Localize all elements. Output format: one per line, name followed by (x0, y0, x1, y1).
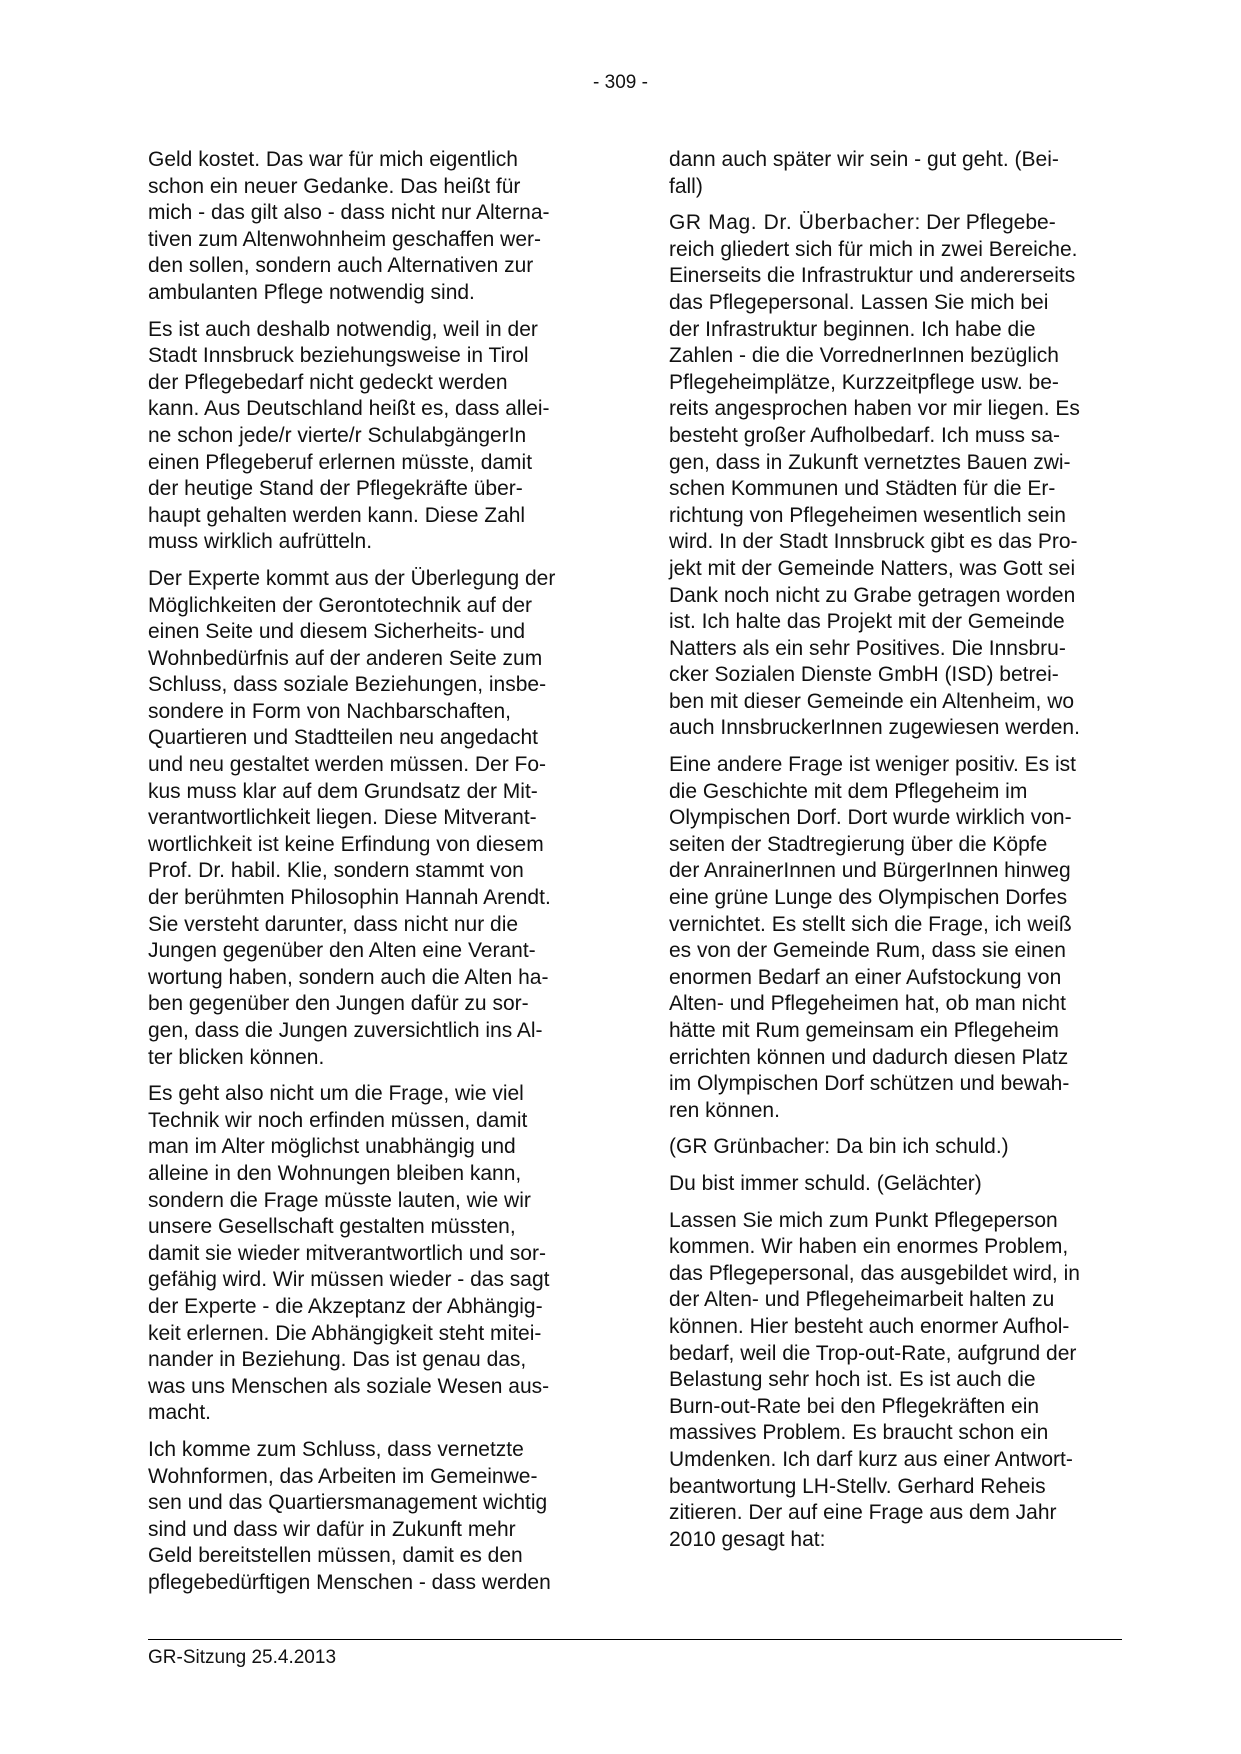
interjection: (GR Grünbacher: Da bin ich schuld.) (669, 1135, 1009, 1159)
paragraph: Eine andere Frage ist weniger positiv. Es ist die Geschichte mit dem Pflegeheim im Olympischen Dorf. Dort wurde wirklich von- seiten der Stadtregierung über die Köpfe der AnrainerInnen und BürgerInnen hinweg eine grüne Lunge des Olympischen Dorfes vernichtet. Es stellt sich die Frage, ich weiß es von der Gemeinde Rum, dass sie einen enormen Bedarf an einer Aufstockung von Alten- und Pflegeheimen hat, ob man nicht hätte mit Rum gemeinsam ein Pflegeheim errichten können und dadurch diesen Platz im Olympischen Dorf schützen und bewah- ren können. (669, 753, 1076, 1122)
right-column (669, 147, 1117, 1563)
paragraph: Ich komme zum Schluss, dass vernetzte Wohnformen, das Arbeiten im Gemeinwe- sen und das Quartiersmanagement wichtig sind und dass wir dafür in Zukunft mehr Geld bereitstellen müssen, damit es den pflegebedürftigen Menschen - dass werden (148, 1437, 551, 1594)
footer-divider (148, 1639, 1122, 1640)
left-column (148, 147, 596, 1606)
paragraph: Du bist immer schuld. (Gelächter) (669, 1171, 982, 1195)
speech-paragraph (669, 210, 1117, 742)
paragraph: dann auch später wir sein - gut geht. (Bei- fall) (669, 148, 1059, 198)
paragraph: Es ist auch deshalb notwendig, weil in der Stadt Innsbruck beziehungsweise in Tirol der Pflegebedarf nicht gedeckt werden kann. Aus Deutschland heißt es, dass allei- ne schon jede/r vierte/r SchulabgängerIn einen Pflegeberuf erlernen müsste, damit der heutige Stand der Pflegekräfte über- haupt gehalten werden kann. Diese Zahl muss wirklich aufrütteln. (148, 317, 550, 554)
paragraph: Geld kostet. Das war für mich eigentlich schon ein neuer Gedanke. Das heißt für mich - das gilt also - dass nicht nur Alterna- tiven zum Altenwohnheim geschaffen wer- den sollen, sondern auch Alternativen zur ambulanten Pflege notwendig sind. (148, 148, 550, 304)
speech-text: : Der Pflegebe- reich gliedert sich für mich in zwei Bereiche. Einerseits die Infrastruktur und andererseits das Pflegepersonal. Lassen Sie mich bei der Infrastruktur beginnen. Ich habe die Zahlen - die die VorrednerInnen bezüglich Pflegeheimplätze, Kurzzeitpflege usw. be- reits angesprochen haben vor mir liegen. Es besteht großer Aufholbedarf. Ich muss sa- gen, dass in Zukunft vernetztes Bauen zwi- schen Kommunen und Städten für die Er- richtung von Pflegeheimen wesentlich sein wird. In der Stadt Innsbruck gibt es das Pro- jekt mit der Gemeinde Natters, was Gott sei Dank noch nicht zu Grabe getragen worden ist. Ich halte das Projekt mit der Gemeinde Natters als ein sehr Positives. Die Innsbru- cker Sozialen Dienste GmbH (ISD) betrei- ben mit dieser Gemeinde ein Altenheim, wo auch InnsbruckerInnen zugewiesen werden. (669, 211, 1080, 740)
speaker-name: GR Mag. Dr. Überbacher (669, 211, 915, 235)
paragraph: Lassen Sie mich zum Punkt Pflegeperson kommen. Wir haben ein enormes Problem, das Pflegepersonal, das ausgebildet wird, in der Alten- und Pflegeheimarbeit halten zu können. Hier besteht auch enormer Aufhol- bedarf, weil die Trop-out-Rate, aufgrund der Belastung sehr hoch ist. Es ist auch die Burn-out-Rate bei den Pflegekräften ein massives Problem. Es braucht schon ein Umdenken. Ich darf kurz aus einer Antwort- beantwortung LH-Stellv. Gerhard Reheis zitieren. Der auf eine Frage aus dem Jahr 2010 gesagt hat: (669, 1208, 1080, 1551)
paragraph: Es geht also nicht um die Frage, wie viel Technik wir noch erfinden müssen, damit man im Alter möglichst unabhängig und alleine in den Wohnungen bleiben kann, sondern die Frage müsste lauten, wie wir unsere Gesellschaft gestalten müssten, damit sie wieder mitverantwortlich und sor- gefähig wird. Wir müssen wieder - das sagt der Experte - die Akzeptanz der Abhängig- keit erlernen. Die Abhängigkeit steht mitei- nander in Beziehung. Das ist genau das, was uns Menschen als soziale Wesen aus- macht. (148, 1082, 550, 1425)
page-number: - 309 - (593, 72, 648, 93)
paragraph: Der Experte kommt aus der Überlegung der Möglichkeiten der Gerontotechnik auf der einen Seite und diesem Sicherheits- und Wohnbedürfnis auf der anderen Seite zum Schluss, dass soziale Beziehungen, insbe- sondere in Form von Nachbarschaften, Quartieren und Stadtteilen neu angedacht und neu gestaltet werden müssen. Der Fo- kus muss klar auf dem Grundsatz der Mit- verantwortlichkeit liegen. Diese Mitverant- wortlichkeit ist keine Erfindung von diesem Prof. Dr. habil. Klie, sondern stammt von der berühmten Philosophin Hannah Arendt. Sie versteht darunter, dass nicht nur die Jungen gegenüber den Alten eine Verant- wortung haben, sondern auch die Alten ha- ben gegenüber den Jungen dafür zu sor- gen, dass die Jungen zuversichtlich ins Al- ter blicken können. (148, 566, 556, 1069)
footer-session-date: GR-Sitzung 25.4.2013 (148, 1647, 337, 1668)
